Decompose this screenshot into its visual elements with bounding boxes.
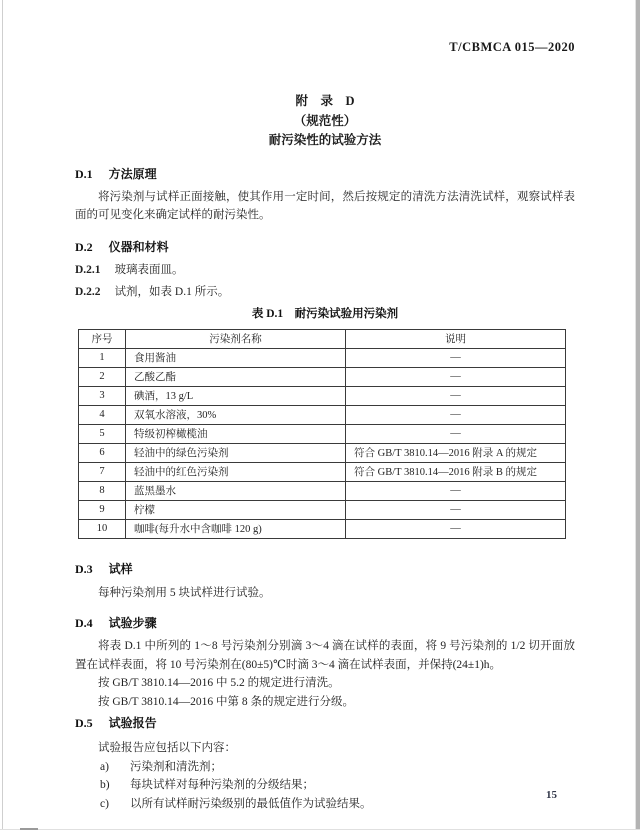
section-heading-d1: [75, 166, 575, 182]
paragraph-d4-grading: 按 GB/T 3810.14—2016 中第 8 条的规定进行分级。: [98, 695, 354, 708]
report-item-text: 每块试样对每种污染剂的分级结果；: [130, 779, 314, 791]
cell-desc: 符合 GB/T 3810.14—2016 附录 A 的规定: [346, 443, 566, 462]
cell-desc: —: [346, 405, 566, 424]
paragraph-d3: 每种污染剂用 5 块试样进行试验。: [98, 586, 271, 599]
cell-no: 2: [79, 367, 126, 386]
cell-desc: —: [346, 386, 566, 405]
clause-d22: [75, 283, 575, 302]
table-row: [79, 481, 566, 500]
table-row: [79, 348, 566, 367]
appendix-title-line2: （规范性）: [293, 113, 357, 128]
cell-name: 咖啡(每升水中含咖啡 120 g): [126, 519, 346, 538]
cell-no: 10: [79, 519, 126, 538]
cell-name: 食用酱油: [126, 348, 346, 367]
section-number-d1: D.1: [75, 166, 93, 181]
column-header-name: 污染剂名称: [126, 329, 346, 348]
section-title-d4: 试验步骤: [108, 616, 157, 630]
table-row: [79, 500, 566, 519]
cell-no: 7: [79, 462, 126, 481]
paragraph-d1: 将污染剂与试样正面接触，使其作用一定时间，然后按规定的清洗方法清洗试样，观察试样表面的可见变化来确定试样的耐污染性。: [75, 190, 575, 221]
cell-no: 9: [79, 500, 126, 519]
cell-desc: —: [346, 519, 566, 538]
section-title-d2: 仪器和材料: [108, 239, 169, 254]
section-heading-d2: [75, 239, 575, 255]
cell-name: 轻油中的红色污染剂: [126, 462, 346, 481]
report-list-item-a: [100, 758, 575, 777]
standard-code-header: T/CBMCA 015—2020: [449, 40, 575, 54]
column-header-no: 序号: [79, 329, 126, 348]
cell-no: 6: [79, 443, 126, 462]
cell-desc: —: [346, 500, 566, 519]
table-row: [79, 424, 566, 443]
section-number-d4: D.4: [75, 616, 93, 630]
clause-text-d21: 玻璃表面皿。: [114, 263, 184, 276]
cell-no: 3: [79, 386, 126, 405]
cell-no: 4: [79, 405, 126, 424]
report-item-text: 污染剂和清洗剂；: [130, 760, 222, 773]
section-number-d2: D.2: [75, 239, 93, 254]
stain-agents-table: [78, 329, 566, 539]
appendix-title-line3: 耐污染性的试验方法: [268, 133, 382, 147]
paragraph-d4-steps: 将表 D.1 中所列的 1～8 号污染剂分别滴 3～4 滴在试样的表面，将 9 号污染剂的 1/2 切开面放置在试样表面，将 10 号污染剂在(80±5)℃时滴 3～4 滴在试样表面，并保持(24±1)h。: [75, 640, 575, 671]
cell-name: 碘酒，13 g/L: [126, 386, 346, 405]
report-list-item-b: [100, 776, 575, 795]
section-number-d3: D.3: [75, 561, 93, 576]
table-header-row: [79, 329, 566, 348]
section-title-d1: 方法原理: [108, 166, 157, 181]
cell-desc: —: [346, 424, 566, 443]
scan-right-edge-shadow: [635, 0, 640, 830]
cell-name: 轻油中的绿色污染剂: [126, 443, 346, 462]
report-item-label: c): [100, 797, 109, 810]
scan-left-edge-line: [2, 0, 3, 830]
cell-desc: —: [346, 367, 566, 386]
cell-name: 柠檬: [126, 500, 346, 519]
cell-name: 乙酸乙酯: [126, 367, 346, 386]
table-caption: 表 D.1 耐污染试验用污染剂: [251, 307, 399, 320]
section-heading-d4: [75, 615, 575, 631]
cell-no: 1: [79, 348, 126, 367]
cell-name: 特级初榨橄榄油: [126, 424, 346, 443]
cell-name: 蓝黑墨水: [126, 481, 346, 500]
appendix-title-line1: 附 录 D: [295, 94, 355, 108]
clause-number-d22: D.2.2: [75, 285, 101, 298]
table-row: [79, 405, 566, 424]
paragraph-d5-intro: 试验报告应包括以下内容：: [98, 742, 236, 754]
clause-text-d22: 试剂，如表 D.1 所示。: [114, 285, 230, 298]
cell-desc: —: [346, 348, 566, 367]
section-title-d5: 试验报告: [108, 716, 157, 730]
column-header-desc: 说明: [346, 329, 566, 348]
cell-no: 5: [79, 424, 126, 443]
clause-d21: [75, 261, 575, 280]
table-row: [79, 443, 566, 462]
section-heading-d3: [75, 561, 575, 577]
section-heading-d5: [75, 715, 575, 731]
page-number: 15: [546, 789, 557, 801]
cell-no: 8: [79, 481, 126, 500]
appendix-title-block: [75, 92, 575, 151]
table-row: [79, 519, 566, 538]
section-number-d5: D.5: [75, 716, 93, 730]
report-item-label: b): [100, 779, 110, 791]
cell-desc: 符合 GB/T 3810.14—2016 附录 B 的规定: [346, 462, 566, 481]
table-row: [79, 367, 566, 386]
cell-desc: —: [346, 481, 566, 500]
paragraph-d4-cleaning: 按 GB/T 3810.14—2016 中 5.2 的规定进行清洗。: [98, 677, 340, 689]
table-row: [79, 386, 566, 405]
clause-number-d21: D.2.1: [75, 263, 101, 276]
report-list-item-c: [100, 795, 575, 814]
section-title-d3: 试样: [108, 561, 133, 576]
cell-name: 双氧水溶液，30%: [126, 405, 346, 424]
table-row: [79, 462, 566, 481]
report-item-text: 以所有试样耐污染级别的最低值作为试验结果。: [130, 797, 372, 810]
report-item-label: a): [100, 760, 109, 773]
